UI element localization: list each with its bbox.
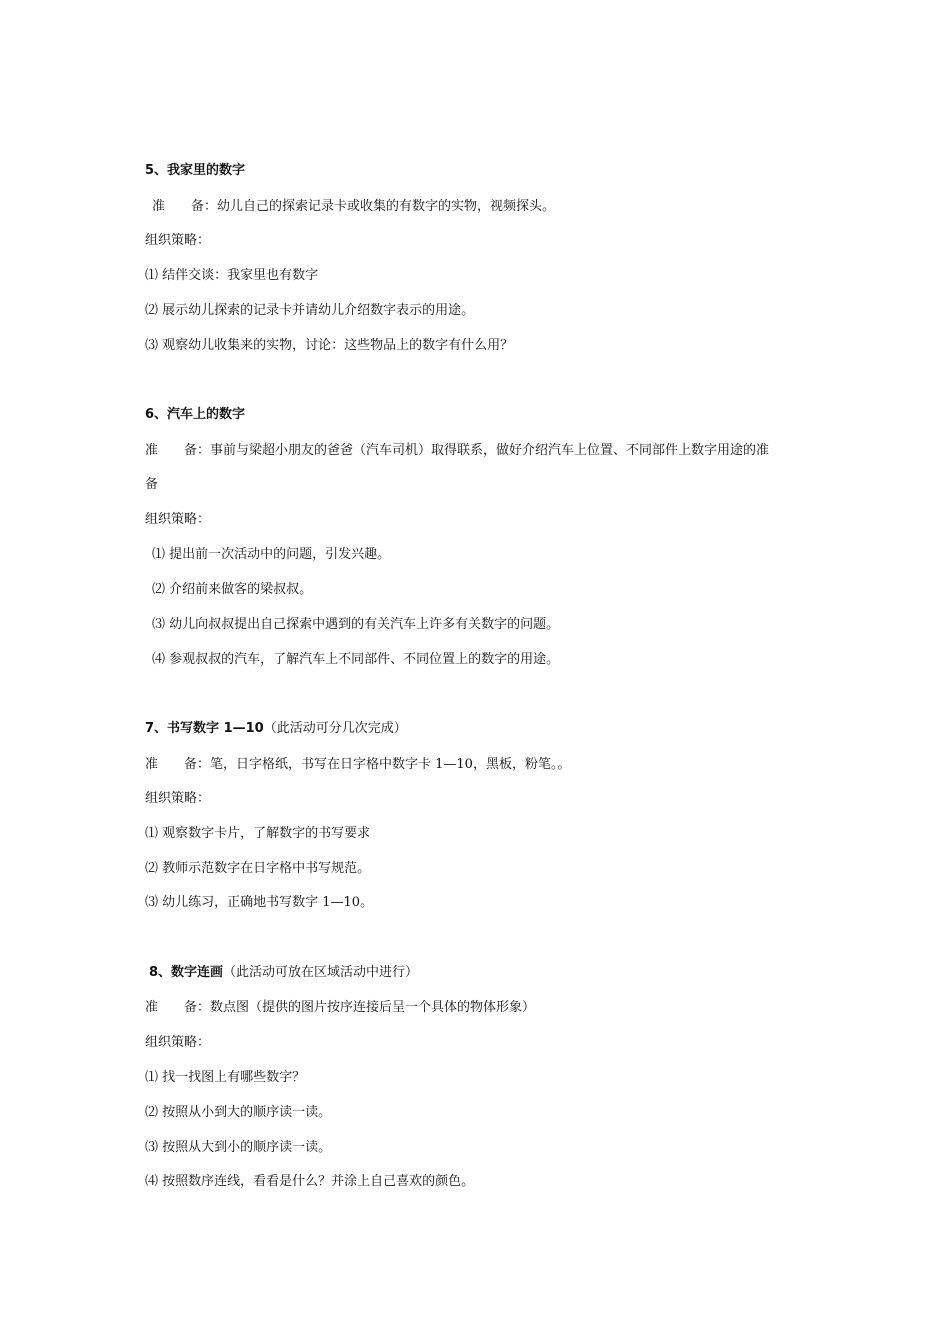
section-6-title: 6、汽车上的数字 <box>145 407 246 422</box>
section-6-step: ⑴ 提出前一次活动中的问题，引发兴趣。 <box>152 547 391 562</box>
section-7-step: ⑴ 观察数字卡片，了解数字的书写要求 <box>145 826 371 841</box>
section-8-step: ⑵ 按照从小到大的顺序读一读。 <box>145 1105 332 1120</box>
section-8-strategy-label: 组织策略： <box>145 1035 211 1050</box>
section-8-prep: 准 备：数点图（提供的图片按序连接后呈一个具体的物体形象） <box>145 1000 536 1015</box>
section-8-step: ⑴ 找一找图上有哪些数字？ <box>145 1070 306 1085</box>
section-7-title: 7、书写数字 1—10 <box>145 721 264 736</box>
section-7-step: ⑵ 教师示范数字在日字格中书写规范。 <box>145 861 371 876</box>
section-5-title: 5、我家里的数字 <box>145 163 246 178</box>
section-5-strategy-label: 组织策略： <box>145 233 211 248</box>
section-5-prep: 准 备：幼儿自己的探索记录卡或收集的有数字的实物，视频探头。 <box>152 199 556 214</box>
section-6-step: ⑶ 幼儿向叔叔提出自己探索中遇到的有关汽车上许多有关数字的问题。 <box>152 617 560 632</box>
section-6-step: ⑷ 参观叔叔的汽车，了解汽车上不同部件、不同位置上的数字的用途。 <box>152 652 560 667</box>
section-5-step: ⑴ 结伴交谈：我家里也有数字 <box>145 268 319 283</box>
section-7-prep: 准 备：笔，日字格纸，书写在日字格中数字卡 1—10，黑板，粉笔。。 <box>145 757 571 772</box>
section-7-step: ⑶ 幼儿练习，正确地书写数字 1—10。 <box>145 895 374 910</box>
section-8-step: ⑷ 按照数序连线，看看是什么？并涂上自己喜欢的颜色。 <box>145 1174 475 1189</box>
section-6-strategy-label: 组织策略： <box>145 512 211 527</box>
section-5-step: ⑶ 观察幼儿收集来的实物，讨论：这些物品上的数字有什么用？ <box>145 338 514 353</box>
section-7-heading <box>145 720 407 738</box>
section-5-step: ⑵ 展示幼儿探索的记录卡并请幼儿介绍数字表示的用途。 <box>145 303 475 318</box>
section-8-step: ⑶ 按照从大到小的顺序读一读。 <box>145 1140 332 1155</box>
section-8-title: 8、数字连画 <box>149 965 224 980</box>
section-5-heading <box>145 162 245 180</box>
section-6-step: ⑵ 介绍前来做客的梁叔叔。 <box>152 582 313 597</box>
section-6-prep-cont: 备 <box>145 477 159 492</box>
section-7-note: （此活动可分几次完成） <box>263 721 407 736</box>
section-7-strategy-label: 组织策略： <box>145 791 211 806</box>
section-8-note: （此活动可放在区域活动中进行） <box>223 965 419 980</box>
section-8-heading <box>149 964 418 982</box>
section-6-heading <box>145 406 245 424</box>
section-6-prep: 准 备：事前与梁超小朋友的爸爸（汽车司机）取得联系，做好介绍汽车上位置、不同部件上数字用途的准 <box>145 443 770 458</box>
